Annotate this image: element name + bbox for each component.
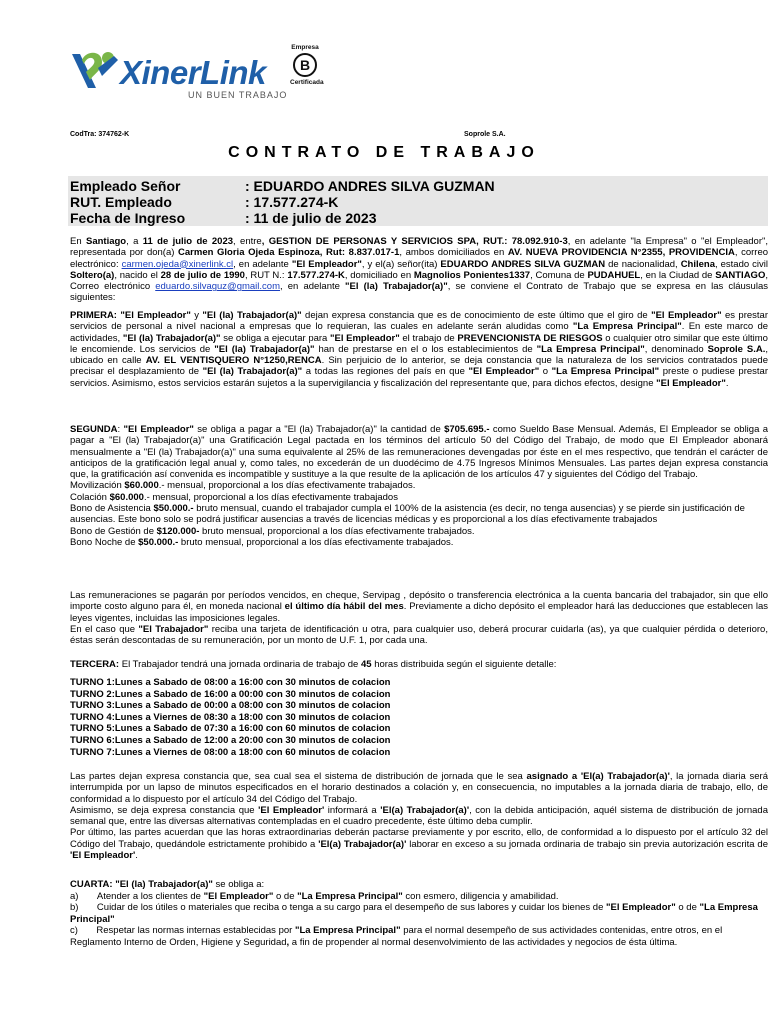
codtra-label: CodTra: 374762-K (70, 131, 130, 138)
bcorp-letter: B (293, 53, 317, 77)
fecha-label: Fecha de Ingreso (70, 210, 186, 226)
employer-email-link[interactable]: carmen.ojeda@xinerlink.cl (121, 258, 234, 270)
gestion-amount: $120.000- (156, 525, 200, 537)
employee-label: Empleado Señor (70, 178, 181, 194)
colacion-amount: $60.000 (109, 491, 144, 503)
turno-item: TURNO 6:Lunes a Sabado de 12:00 a 20:00 con 30 minutos de colacion (70, 734, 391, 746)
clause-segunda: SEGUNDA: "El Empleador" se obliga a pagar a "El (la) Trabajador(a)" la cantidad de $705.695.- como Sueldo Base Mensual. Además, El Empleador se obliga a pagar a "El (la) Trabajador(a)" una Gratificación Legal pactada en los términos del artículo 50 del Código del Trabajo, de modo que El Empleador abonará mensualmente a "El (la) Trabajador(a)" una suma equivalente al 25% de las remuneraciones devengadas por éste en el mes respectivo, que tendrán el carácter de anticipos de la gratificación legal anual y, como tales, no excederán de un duodécimo de 4.75 Ingresos Mínimos Mensuales. Las partes dejan expresa constancia que, la gratificación así convenida es incompatible y sustituye a la que resulte de la aplicación de los artículos 47 y siguientes del Código del Trabajo. Movilización $60.000.- mensual, proporcional a los días efectivamente trabajados. Colación $60.000.- mensual, proporcional a los días efectivamente trabajados Bono de Asistencia $50.000.- bruto mensual, cuando el trabajador cumpla el 100% de la asistencia (es decir, no tenga ausencias) y se pierde sin justificación de ausencias. Este bono solo se podrá justificar ausencias a través de licencias médicas y es proporcional a los días efectivamente trabajados Bono de Gestión de $120.000- bruto mensual, proporcional a los días efectivamente trabajados. Bono Noche de $50.000.- bruto mensual, proporcional a los días efectivamente trabajados. (70, 424, 768, 548)
turno-item: TURNO 2:Lunes a Sabado de 16:00 a 00:00 con 30 minutos de colacion (70, 688, 391, 700)
bcorp-badge (290, 44, 324, 86)
turno-item: TURNO 5:Lunes a Sabado de 07:30 a 16:00 con 60 minutos de colacion (70, 723, 391, 735)
clause-cuarta: CUARTA: "El (la) Trabajador(a)" se obliga a: a) Atender a los clientes de "El Empleador" o de "La Empresa Principal" con esmero, diligencia y amabilidad. b) Cuidar de los útiles o materiales que reciba o tenga a su cargo para el desempeño de sus labores y cuidar los bienes de "El Empleador" o de "La Empresa Principal" c) Respetar las normas internas establecidas por "La Empresa Principal" para el normal desempeño de sus actividades contenidas, entre otros, en el Reglamento Interno de Orden, Higiene y Seguridad, a fin de propender al normal desenvolvimiento de las actividades y negocios de ésta última. (70, 879, 758, 948)
bcorp-bottom-label: Certificada (290, 79, 324, 86)
sueldo-amount: $705.695.- (444, 424, 490, 435)
employee-value: : EDUARDO ANDRES SILVA GUZMAN (245, 178, 495, 194)
worker-email-link[interactable]: eduardo.silvaguz@gmail.com (155, 281, 280, 293)
asistencia-amount: $50.000.- (153, 503, 194, 515)
intro-paragraph: En Santiago, a 11 de julio de 2023, entre, GESTION DE PERSONAS Y SERVICIOS SPA, RUT.: 78.092.910-3, en adelante "la Empresa" o "el Empleador", representada por don(a) Carmen Gloria Ojeda Espinoza, Rut: 8.837.017-1, ambos domiciliados en AV. NUEVA PROVIDENCIA N°2355, PROVIDENCIA, correo electrónico: carmen.ojeda@xinerlink.cl, en adelante "El Empleador", y el(a) señor(ita) EDUARDO ANDRES SILVA GUZMAN de nacionalidad, Chilena, estado civil Soltero(a), nacido el 28 de julio de 1990, RUT N.: 17.577.274-K, domiciliado en Magnolios Ponientes1337, Comuna de PUDAHUEL, en la Ciudad de SANTIAGO, Correo electrónico eduardo.silvaguz@gmail.com, en adelante "El (la) Trabajador(a)", se conviene el Contrato de Trabajo que se expresa en las cláusulas siguientes: (70, 236, 768, 304)
bcorp-top-label: Empresa (291, 44, 319, 51)
brand-name: XinerLink (120, 54, 266, 91)
turno-item: TURNO 3:Lunes a Sabado de 00:00 a 08:00 con 30 minutos de colacion (70, 700, 391, 712)
rut-value: : 17.577.274-K (245, 194, 339, 210)
movilizacion-amount: $60.000 (124, 480, 159, 492)
fecha-value: : 11 de julio de 2023 (245, 210, 377, 226)
turnos-list (70, 677, 390, 758)
logo-mark-icon (68, 48, 120, 96)
remuneraciones-paragraph: Las remuneraciones se pagarán por períodos vencidos, en cheque, Servipag , depósito o transferencia electrónica a la cuenta bancaria del trabajador, sin que ello importe costo alguno para él, en moneda nacional el último día hábil del mes. Previamente a dicho depósito el empleador hará las deducciones que establecen las leyes vigentes, incluidas las imposiciones legales. En el caso que "El Trabajador" reciba una tarjeta de identificación u otra, para cualquier uso, deberá procurar cuidarla (as), ya que cualquier pérdida o deterioro, éstas serán descontadas de su remuneración, por un monto de U.F. 1, por cada una. (70, 590, 768, 647)
noche-amount: $50.000.- (138, 536, 179, 548)
turno-item: TURNO 4:Lunes a Viernes de 08:30 a 18:00 con 30 minutos de colacion (70, 711, 391, 723)
brand-tagline: UN BUEN TRABAJO (188, 90, 288, 100)
turno-item: TURNO 1:Lunes a Sabado de 08:00 a 16:00 con 30 minutos de colacion (70, 677, 391, 688)
clause-primera: PRIMERA: "El Empleador" y "El (la) Trabajador(a)" dejan expresa constancia que es de conocimiento de este último que el giro de "El Empleador" es prestar servicios de personal a nivel nacional a empresas que lo requieran, las cuales en adelante serán aludidas como "La Empresa Principal". En este marco de actividades, "El (la) Trabajador(a)" se obliga a ejecutar para "El Empleador" el trabajo de PREVENCIONISTA DE RIESGOS o cualquier otro similar que este último le encomiende. Los servicios de "El (la) Trabajador(a)" han de prestarse en el o los establecimientos de "La Empresa Principal", denominado Soprole S.A., ubicado en calle AV. EL VENTISQUERO N°1250,RENCA. Sin perjuicio de lo anterior, se deja constancia que la naturaleza de los servicios contratados puede precisar el desplazamiento de "El (la) Trabajador(a)" a todas las regiones del país en que "El Empleador" o "La Empresa Principal" preste o pudiese prestar servicios. Asimismo, estos servicios estarán sujetos a la supervigilancia y fiscalización del representante que, para dichos efectos, designe "El Empleador". (70, 310, 768, 389)
company-label: Soprole S.A. (464, 131, 506, 138)
turno-item: TURNO 7:Lunes a Viernes de 08:00 a 18:00 con 60 minutos de colacion (70, 746, 391, 758)
rut-label: RUT. Empleado (70, 194, 172, 210)
jornada-paragraph: Las partes dejan expresa constancia que, sea cual sea el sistema de distribución de jornada que le sea asignado a 'El(a) Trabajador(a)', la jornada diaria será interrumpida por un lapso de minutos especificados en el horario destinados a colación y, en consecuencia, no imputables a la jornada diaria de trabajo, ello, de conformidad a lo dispuesto por el artículo 34 del Código del Trabajo. Asimismo, se deja expresa constancia que 'El Empleador' informará a 'El(a) Trabajador(a)', con la debida anticipación, aquél sistema de distribución de jornada semanal que, entre las diversas alternativas contempladas en el cuadro precedente, éste último deba cumplir. Por último, las partes acuerdan que las horas extraordinarias deberán pactarse previamente y por escrito, ello, de conformidad a lo dispuesto por el artículo 32 del Código del Trabajo, quedándole estrictamente prohibido a 'El(a) Trabajador(a)' laborar en exceso a su jornada ordinaria de trabajo sin previa autorización escrita de 'El Empleador'. (70, 771, 768, 862)
document-title: CONTRATO DE TRABAJO (228, 144, 540, 161)
clause-tercera: TERCERA: El Trabajador tendrá una jornada ordinaria de trabajo de 45 horas distribuida según el siguiente detalle: (70, 659, 557, 670)
